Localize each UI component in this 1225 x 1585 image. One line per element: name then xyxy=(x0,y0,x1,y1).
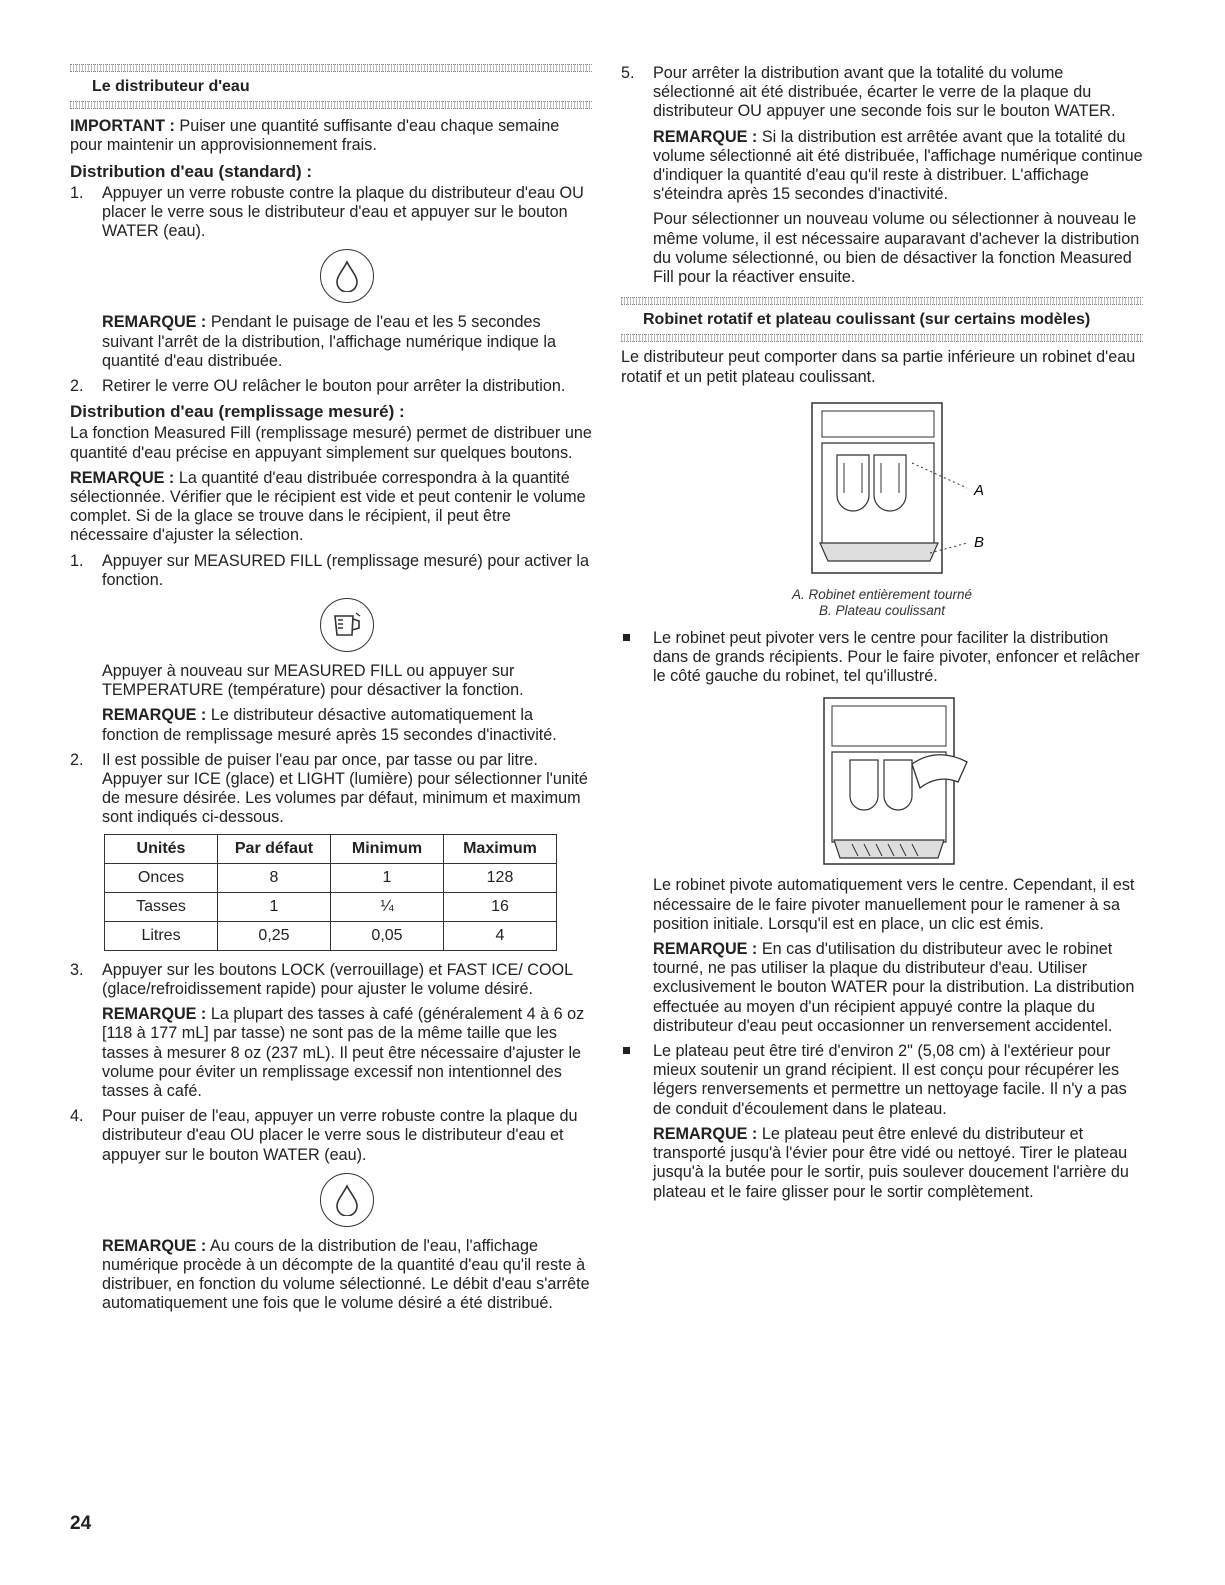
water-button-icon-wrap xyxy=(70,249,592,303)
step-number: 1. xyxy=(70,183,84,202)
bullet-faucet xyxy=(621,629,1143,687)
bullet-square-icon xyxy=(623,634,630,641)
step-number: 2. xyxy=(70,750,84,769)
section-title-water-dispenser: Le distributeur d'eau xyxy=(92,78,250,95)
bullet-faucet-note xyxy=(621,940,1143,1036)
figure-label-a: A xyxy=(974,481,985,499)
figure-label-b: B xyxy=(974,533,985,551)
faucet-left xyxy=(850,760,878,810)
table-header-row xyxy=(105,834,557,863)
measuring-cup-icon xyxy=(320,598,374,652)
table-cell: 16 xyxy=(444,892,557,921)
note-text: La quantité d'eau distribuée correspondra à la quantité sélectionnée. Vérifier que le récipient est vide et peut contenir le volume complet. Si de la glace se trouve dans le récipient, il peut être nécessaire d'ajuster la sélection. xyxy=(70,468,586,545)
measured-intro: La fonction Measured Fill (remplissage mesuré) permet de distribuer une quantité d'eau précise en appuyant simplement sur quelques boutons. xyxy=(70,424,592,462)
bullet-square-icon xyxy=(623,1047,630,1054)
note-label: REMARQUE : xyxy=(102,1005,207,1024)
note-text: Le distributeur désactive automatiquement la fonction de remplissage mesuré après 15 secondes d'inactivité. xyxy=(102,706,557,744)
step-text: Pour puiser de l'eau, appuyer un verre robuste contre la plaque du distributeur d'eau OU placer le verre sous le distributeur d'eau et appuyer sur le bouton WATER (eau). xyxy=(102,1107,578,1164)
table-cell: ¼ xyxy=(331,892,444,921)
measured-step-4-note xyxy=(70,1237,592,1314)
table-cell: 4 xyxy=(444,921,557,950)
measured-step-4 xyxy=(70,1107,592,1165)
measured-step-5-extra: Pour sélectionner un nouveau volume ou sélectionner à nouveau le même volume, il est nécessaire auparavant d'achever la distribution du volume sélectionné, ou bien de désactiver la fonction Measured Fill pour la réactiver ensuite. xyxy=(653,210,1140,287)
section-title-rotating-faucet: Robinet rotatif et plateau coulissant (sur certains modèles) xyxy=(643,311,1091,329)
table-cell: Tasses xyxy=(105,892,218,921)
note-label: REMARQUE : xyxy=(102,313,207,332)
standard-step-1 xyxy=(70,184,592,242)
figure-caption-b: B. Plateau coulissant xyxy=(818,602,946,618)
step-text: Appuyer sur les boutons LOCK (verrouillage) et FAST ICE/ COOL (glace/refroidissement rapide) pour ajuster le volume désiré. xyxy=(102,960,573,998)
table-row xyxy=(105,863,557,892)
table-header: Unités xyxy=(105,834,218,863)
measured-step-1-note xyxy=(70,706,592,744)
table-header: Minimum xyxy=(331,834,444,863)
bullet-tray xyxy=(621,1042,1143,1119)
table-cell: 0,25 xyxy=(218,921,331,950)
heading-standard: Distribution d'eau (standard) : xyxy=(70,161,313,181)
note-label: REMARQUE : xyxy=(102,706,207,725)
note-label: REMARQUE : xyxy=(102,1236,207,1255)
bullet-text: Le plateau peut être tiré d'environ 2" (5,08 cm) à l'extérieur pour mieux soutenir un grand récipient. Il est conçu pour récupérer les légers renversements et permettre un nettoyage facile. Il n'y a pas de conduit d'écoulement dans le plateau. xyxy=(653,1042,1127,1118)
step-text: Appuyer sur MEASURED FILL (remplissage mesuré) pour activer la fonction. xyxy=(102,551,589,589)
dispenser-figure-1 xyxy=(621,393,1143,583)
step-number: 5. xyxy=(621,64,635,82)
important-label: IMPORTANT : xyxy=(70,117,175,136)
table-cell: 1 xyxy=(218,892,331,921)
note-text: Au cours de la distribution de l'eau, l'affichage numérique procède à un décompte de la quantité d'eau qu'il reste à distribuer, en fonction du volume sélectionné. Le débit d'eau s'arrête automatiquement une fois que le volume désiré a été distribué. xyxy=(102,1236,590,1313)
note-label: REMARQUE : xyxy=(70,468,175,487)
measured-step-3 xyxy=(70,961,592,999)
hand-pressing-icon xyxy=(912,755,967,788)
section-rule xyxy=(70,64,592,72)
dispenser-illustration xyxy=(762,393,1002,583)
important-text: Puiser une quantité suffisante d'eau chaque semaine pour maintenir un approvisionnement frais. xyxy=(70,117,560,155)
note-text: Le plateau peut être enlevé du distributeur et transporté jusqu'à l'évier pour être vidé ou nettoyé. Tirer le plateau jusqu'à la butée pour le sortir, puis soulever doucement l'arrière du plateau et le faire glisser pour le sortir complètement. xyxy=(653,1124,1129,1201)
measured-step-1 xyxy=(70,552,592,590)
table-cell: Litres xyxy=(105,921,218,950)
note-label: REMARQUE : xyxy=(653,1124,758,1143)
faucet-rotation-illustration xyxy=(762,692,1002,872)
step-number: 1. xyxy=(70,551,84,570)
measured-step-1-after: Appuyer à nouveau sur MEASURED FILL ou appuyer sur TEMPERATURE (température) pour désactiver la fonction. xyxy=(102,662,524,700)
table-row xyxy=(105,921,557,950)
dispenser-figure-2 xyxy=(621,692,1143,872)
table-cell: 8 xyxy=(218,863,331,892)
note-text: En cas d'utilisation du distributeur avec le robinet tourné, ne pas utiliser la plaque du distributeur d'eau. Utiliser exclusivement le bouton WATER pour la distribution. La distribution effectuée au moyen d'un récipient appuyé contre la plaque du distributeur d'eau peut occasionner un renversement accidentel. xyxy=(653,940,1135,1035)
water-drop-icon xyxy=(320,249,374,303)
standard-note-1 xyxy=(70,313,592,371)
step-number: 3. xyxy=(70,960,84,979)
table-row xyxy=(105,892,557,921)
faucet-left xyxy=(837,455,869,511)
dispenser-panel xyxy=(832,706,946,746)
section-rule xyxy=(621,334,1143,342)
drip-tray xyxy=(820,543,938,561)
measured-step-3-note xyxy=(70,1005,592,1101)
step-number: 4. xyxy=(70,1107,84,1126)
table-cell: 1 xyxy=(331,863,444,892)
step-text: Appuyer un verre robuste contre la plaque du distributeur d'eau OU placer le verre sous le distributeur d'eau et appuyer sur le bouton WATER (eau). xyxy=(102,183,584,241)
bullet-faucet-after: Le robinet pivote automatiquement vers le centre. Cependant, il est nécessaire de le faire pivoter manuellement pour le ramener à sa position initiale. Lorsqu'il est en place, un clic est émis. xyxy=(653,876,1135,933)
table-cell: Onces xyxy=(105,863,218,892)
table-header: Maximum xyxy=(444,834,557,863)
leader-a xyxy=(912,463,967,488)
dispenser-panel xyxy=(822,411,934,437)
page-number: 24 xyxy=(70,1513,92,1534)
faucet-right xyxy=(874,455,906,511)
faucet-lines xyxy=(844,463,899,493)
note-label: REMARQUE : xyxy=(653,940,758,959)
note-label: REMARQUE : xyxy=(653,127,758,146)
table-cell: 0,05 xyxy=(331,921,444,950)
note-text: La plupart des tasses à café (généralement 4 à 6 oz [118 à 177 mL] par tasse) ne sont pas de la même taille que les tasses à mesurer 8 oz (237 mL). Il peut être nécessaire d'ajuster le volume pour éviter un remplissage excessif non intentionnel des tasses à café. xyxy=(102,1005,585,1100)
heading-measured: Distribution d'eau (remplissage mesuré) : xyxy=(70,402,405,422)
measured-note xyxy=(70,469,592,546)
dispenser-recess xyxy=(822,443,934,545)
measured-step-5-note xyxy=(621,128,1143,205)
water-button-icon-wrap xyxy=(70,1173,592,1227)
table-cell: 128 xyxy=(444,863,557,892)
step-text: Il est possible de puiser l'eau par once, par tasse ou par litre. Appuyer sur ICE (glace) et LIGHT (lumière) pour sélectionner l'unité de mesure désirée. Les volumes par défaut, minimum et maximum sont indiqués ci-dessous. xyxy=(102,750,588,827)
measured-step-2 xyxy=(70,751,592,828)
important-paragraph xyxy=(70,117,592,155)
bullet-text: Le robinet peut pivoter vers le centre pour faciliter la distribution dans de grands récipients. Pour le faire pivoter, enfoncer et relâcher le côté gauche du robinet, tel qu'illustré. xyxy=(653,628,1140,686)
measured-fill-icon-wrap xyxy=(70,598,592,652)
table-header: Par défaut xyxy=(218,834,331,863)
step-number: 2. xyxy=(70,377,84,396)
section-rule xyxy=(70,101,592,109)
section-rule xyxy=(621,297,1143,305)
drip-tray xyxy=(834,840,944,858)
step-text: Retirer le verre OU relâcher le bouton pour arrêter la distribution. xyxy=(102,377,566,396)
rotating-intro: Le distributeur peut comporter dans sa partie inférieure un robinet d'eau rotatif et un petit plateau coulissant. xyxy=(621,348,1136,386)
bullet-tray-note xyxy=(621,1125,1143,1202)
step-text: Pour arrêter la distribution avant que la totalité du volume sélectionné ait été distribuée, écarter le verre de la plaque du distributeur OU appuyer une seconde fois sur le bouton WATER. xyxy=(653,64,1116,121)
note-text: Pendant le puisage de l'eau et les 5 secondes suivant l'arrêt de la distribution, l'affichage numérique indique la quantité d'eau distribuée. xyxy=(102,313,557,370)
faucet-right xyxy=(884,760,912,810)
water-drop-icon xyxy=(320,1173,374,1227)
figure-caption-a: A. Robinet entièrement tourné xyxy=(791,586,973,602)
right-column xyxy=(621,64,1143,1208)
measured-step-5 xyxy=(621,64,1143,122)
volume-table xyxy=(104,834,557,951)
standard-step-2 xyxy=(70,377,592,396)
note-text: Si la distribution est arrêtée avant que la totalité du volume sélectionné ait été distribuée, l'affichage numérique continue d'indiquer la quantité d'eau qu'il reste à distribuer. L'affichage s'éteindra après 15 secondes d'inactivité. xyxy=(653,127,1143,204)
left-column xyxy=(70,64,592,1320)
